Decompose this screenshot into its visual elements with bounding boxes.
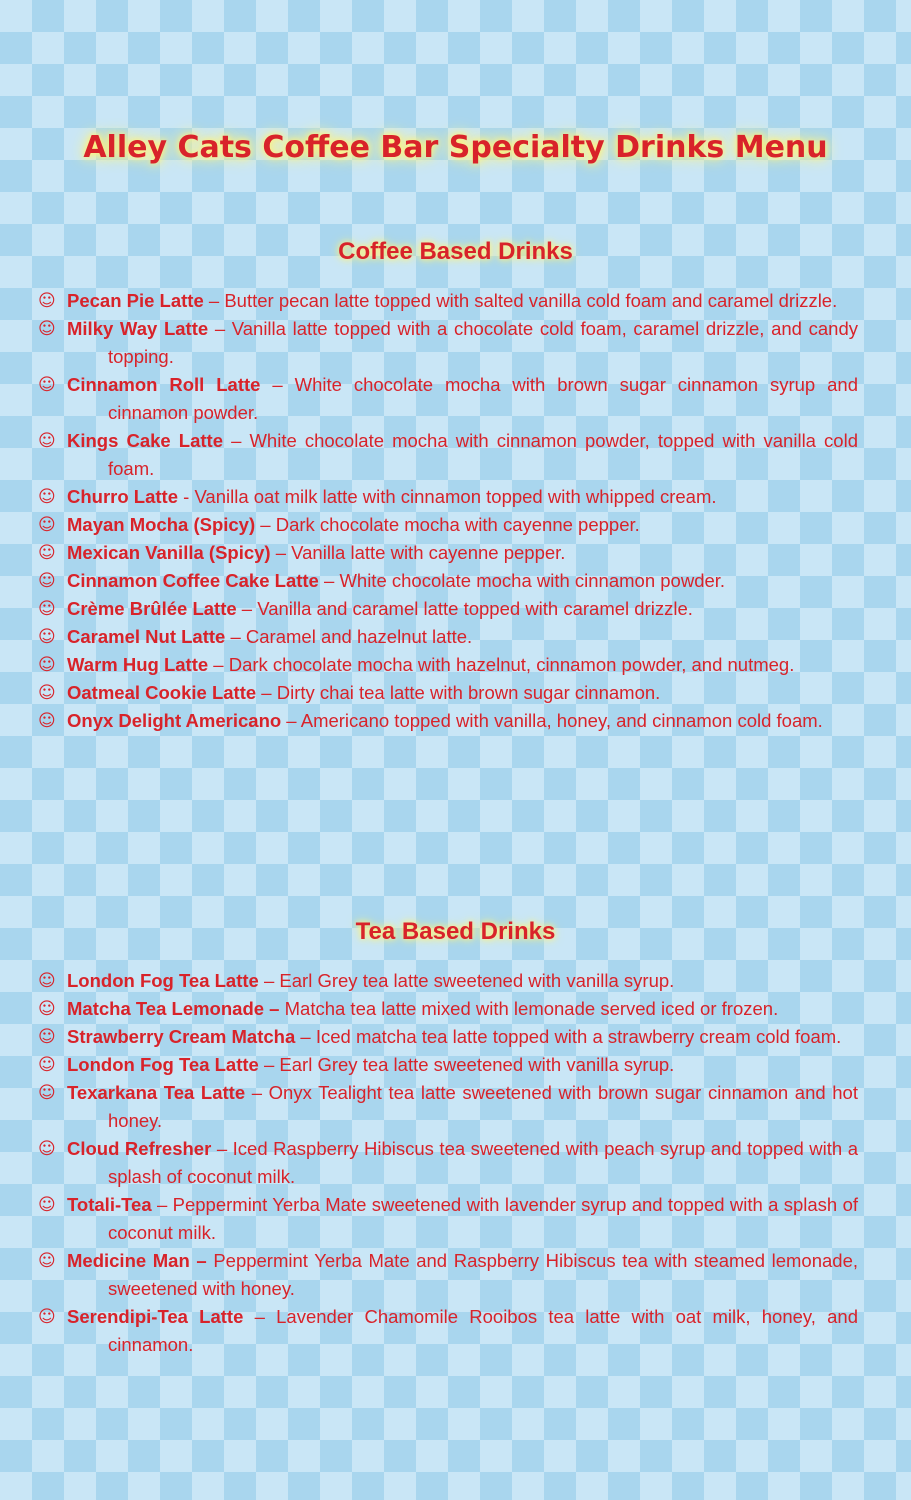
separator: – <box>260 374 295 395</box>
separator: – <box>258 970 280 991</box>
drink-name: Pecan Pie Latte <box>67 290 204 311</box>
smiley-bullet-icon: ☺ <box>38 1139 56 1159</box>
drink-description: Butter pecan latte topped with salted vanilla cold foam and caramel drizzle. <box>224 290 838 311</box>
separator: – <box>245 1082 269 1103</box>
drink-name: Crème Brûlée Latte <box>67 598 237 619</box>
smiley-bullet-icon: ☺ <box>38 571 56 591</box>
drink-description: Vanilla latte topped with a chocolate cold foam, caramel drizzle, and candy topping. <box>108 318 858 367</box>
drink-description: Peppermint Yerba Mate and Raspberry Hibiscus tea with steamed lemonade, sweetened with honey. <box>108 1250 859 1299</box>
smiley-bullet-icon: ☺ <box>38 1307 56 1327</box>
drink-description: White chocolate mocha with cinnamon powder, topped with vanilla cold foam. <box>108 430 858 479</box>
separator: – <box>295 1026 316 1047</box>
drink-description: Vanilla and caramel latte topped with caramel drizzle. <box>257 598 693 619</box>
separator: – <box>256 682 277 703</box>
coffee-drinks-list <box>38 287 858 735</box>
separator: – <box>203 290 225 311</box>
separator: – <box>270 542 292 563</box>
drink-description: Iced Raspberry Hibiscus tea sweetened with peach syrup and topped with a splash of coconut milk. <box>108 1138 858 1187</box>
drink-name: Mexican Vanilla (Spicy) <box>67 542 271 563</box>
drink-name: Mayan Mocha (Spicy) <box>67 514 256 535</box>
menu-item <box>38 427 858 483</box>
drink-name: London Fog Tea Latte <box>67 1054 259 1075</box>
smiley-bullet-icon: ☺ <box>38 1195 56 1215</box>
drink-name: Strawberry Cream Matcha <box>67 1026 296 1047</box>
smiley-bullet-icon: ☺ <box>38 291 56 311</box>
menu-item <box>38 483 858 511</box>
drink-name: Churro Latte <box>67 486 178 507</box>
drink-name: Onyx Delight Americano <box>67 710 282 731</box>
separator: – <box>243 1306 277 1327</box>
menu-item <box>38 623 858 651</box>
drink-description: Earl Grey tea latte sweetened with vanilla syrup. <box>279 1054 675 1075</box>
separator: – <box>318 570 340 591</box>
drink-name: London Fog Tea Latte <box>67 970 259 991</box>
menu-item <box>38 651 858 679</box>
smiley-bullet-icon: ☺ <box>38 431 56 451</box>
tea-drinks-list <box>38 967 858 1359</box>
drink-description: Caramel and hazelnut latte. <box>245 626 473 647</box>
menu-item <box>38 595 858 623</box>
smiley-bullet-icon: ☺ <box>38 711 56 731</box>
smiley-bullet-icon: ☺ <box>38 1251 56 1271</box>
menu-title: Alley Cats Coffee Bar Specialty Drinks Menu <box>83 130 828 165</box>
menu-item <box>38 1023 858 1051</box>
drink-description: Iced matcha tea latte topped with a strawberry cream cold foam. <box>315 1026 842 1047</box>
menu-item <box>38 315 858 371</box>
drink-description: Vanilla latte with cayenne pepper. <box>291 542 566 563</box>
smiley-bullet-icon: ☺ <box>38 1055 56 1075</box>
drink-name: Kings Cake Latte <box>67 430 223 451</box>
drink-name: Caramel Nut Latte <box>67 626 226 647</box>
menu-item <box>38 287 858 315</box>
separator: – <box>225 626 246 647</box>
smiley-bullet-icon: ☺ <box>38 627 56 647</box>
menu-item <box>38 1135 858 1191</box>
separator: – <box>208 654 229 675</box>
menu-item <box>38 371 858 427</box>
separator: – <box>255 514 276 535</box>
drink-name: Cloud Refresher <box>67 1138 212 1159</box>
menu-item <box>38 1191 858 1247</box>
smiley-bullet-icon: ☺ <box>38 515 56 535</box>
smiley-bullet-icon: ☺ <box>38 487 56 507</box>
smiley-bullet-icon: ☺ <box>38 999 56 1019</box>
coffee-section-heading: Coffee Based Drinks <box>338 238 573 265</box>
drink-description: Matcha tea latte mixed with lemonade served iced or frozen. <box>284 998 779 1019</box>
smiley-bullet-icon: ☺ <box>38 543 56 563</box>
drink-description: Onyx Tealight tea latte sweetened with brown sugar cinnamon and hot honey. <box>108 1082 858 1131</box>
drink-name: Milky Way Latte <box>67 318 209 339</box>
menu-item <box>38 1051 858 1079</box>
drink-description: White chocolate mocha with brown sugar cinnamon syrup and cinnamon powder. <box>108 374 858 423</box>
menu-item <box>38 1247 858 1303</box>
menu-item <box>38 1303 858 1359</box>
drink-name: Oatmeal Cookie Latte <box>67 682 257 703</box>
drink-name: Medicine Man – <box>67 1250 207 1271</box>
menu-item <box>38 967 858 995</box>
drink-description: Vanilla oat milk latte with cinnamon topped with whipped cream. <box>194 486 717 507</box>
drink-name: Texarkana Tea Latte <box>67 1082 246 1103</box>
drink-description: Dark chocolate mocha with hazelnut, cinnamon powder, and nutmeg. <box>228 654 795 675</box>
smiley-bullet-icon: ☺ <box>38 319 56 339</box>
drink-description: Dirty chai tea latte with brown sugar cinnamon. <box>276 682 661 703</box>
drink-name: Matcha Tea Lemonade – <box>67 998 280 1019</box>
separator: - <box>178 486 195 507</box>
drink-name: Totali-Tea <box>67 1194 152 1215</box>
separator: – <box>222 430 250 451</box>
separator: – <box>258 1054 280 1075</box>
tea-section-heading: Tea Based Drinks <box>355 918 556 945</box>
smiley-bullet-icon: ☺ <box>38 683 56 703</box>
drink-description: Peppermint Yerba Mate sweetened with lavender syrup and topped with a splash of coconut milk. <box>108 1194 859 1243</box>
drink-description: Lavender Chamomile Rooibos tea latte with oat milk, honey, and cinnamon. <box>108 1306 859 1355</box>
separator: – <box>236 598 258 619</box>
menu-item <box>38 679 858 707</box>
drink-description: White chocolate mocha with cinnamon powder. <box>339 570 726 591</box>
menu-item <box>38 511 858 539</box>
drink-description: Americano topped with vanilla, honey, and cinnamon cold foam. <box>300 710 823 731</box>
menu-item <box>38 707 858 735</box>
menu-item <box>38 567 858 595</box>
separator: – <box>208 318 232 339</box>
smiley-bullet-icon: ☺ <box>38 599 56 619</box>
menu-item <box>38 1079 858 1135</box>
smiley-bullet-icon: ☺ <box>38 1083 56 1103</box>
drink-name: Serendipi-Tea Latte <box>67 1306 244 1327</box>
drink-name: Cinnamon Roll Latte <box>67 374 261 395</box>
drink-description: Dark chocolate mocha with cayenne pepper. <box>275 514 640 535</box>
smiley-bullet-icon: ☺ <box>38 971 56 991</box>
separator: – <box>151 1194 173 1215</box>
drink-name: Cinnamon Coffee Cake Latte <box>67 570 319 591</box>
separator: – <box>281 710 301 731</box>
smiley-bullet-icon: ☺ <box>38 1027 56 1047</box>
smiley-bullet-icon: ☺ <box>38 655 56 675</box>
menu-item <box>38 995 858 1023</box>
drink-description: Earl Grey tea latte sweetened with vanilla syrup. <box>279 970 675 991</box>
drink-name: Warm Hug Latte <box>67 654 209 675</box>
smiley-bullet-icon: ☺ <box>38 375 56 395</box>
separator: – <box>211 1138 233 1159</box>
menu-item <box>38 539 858 567</box>
